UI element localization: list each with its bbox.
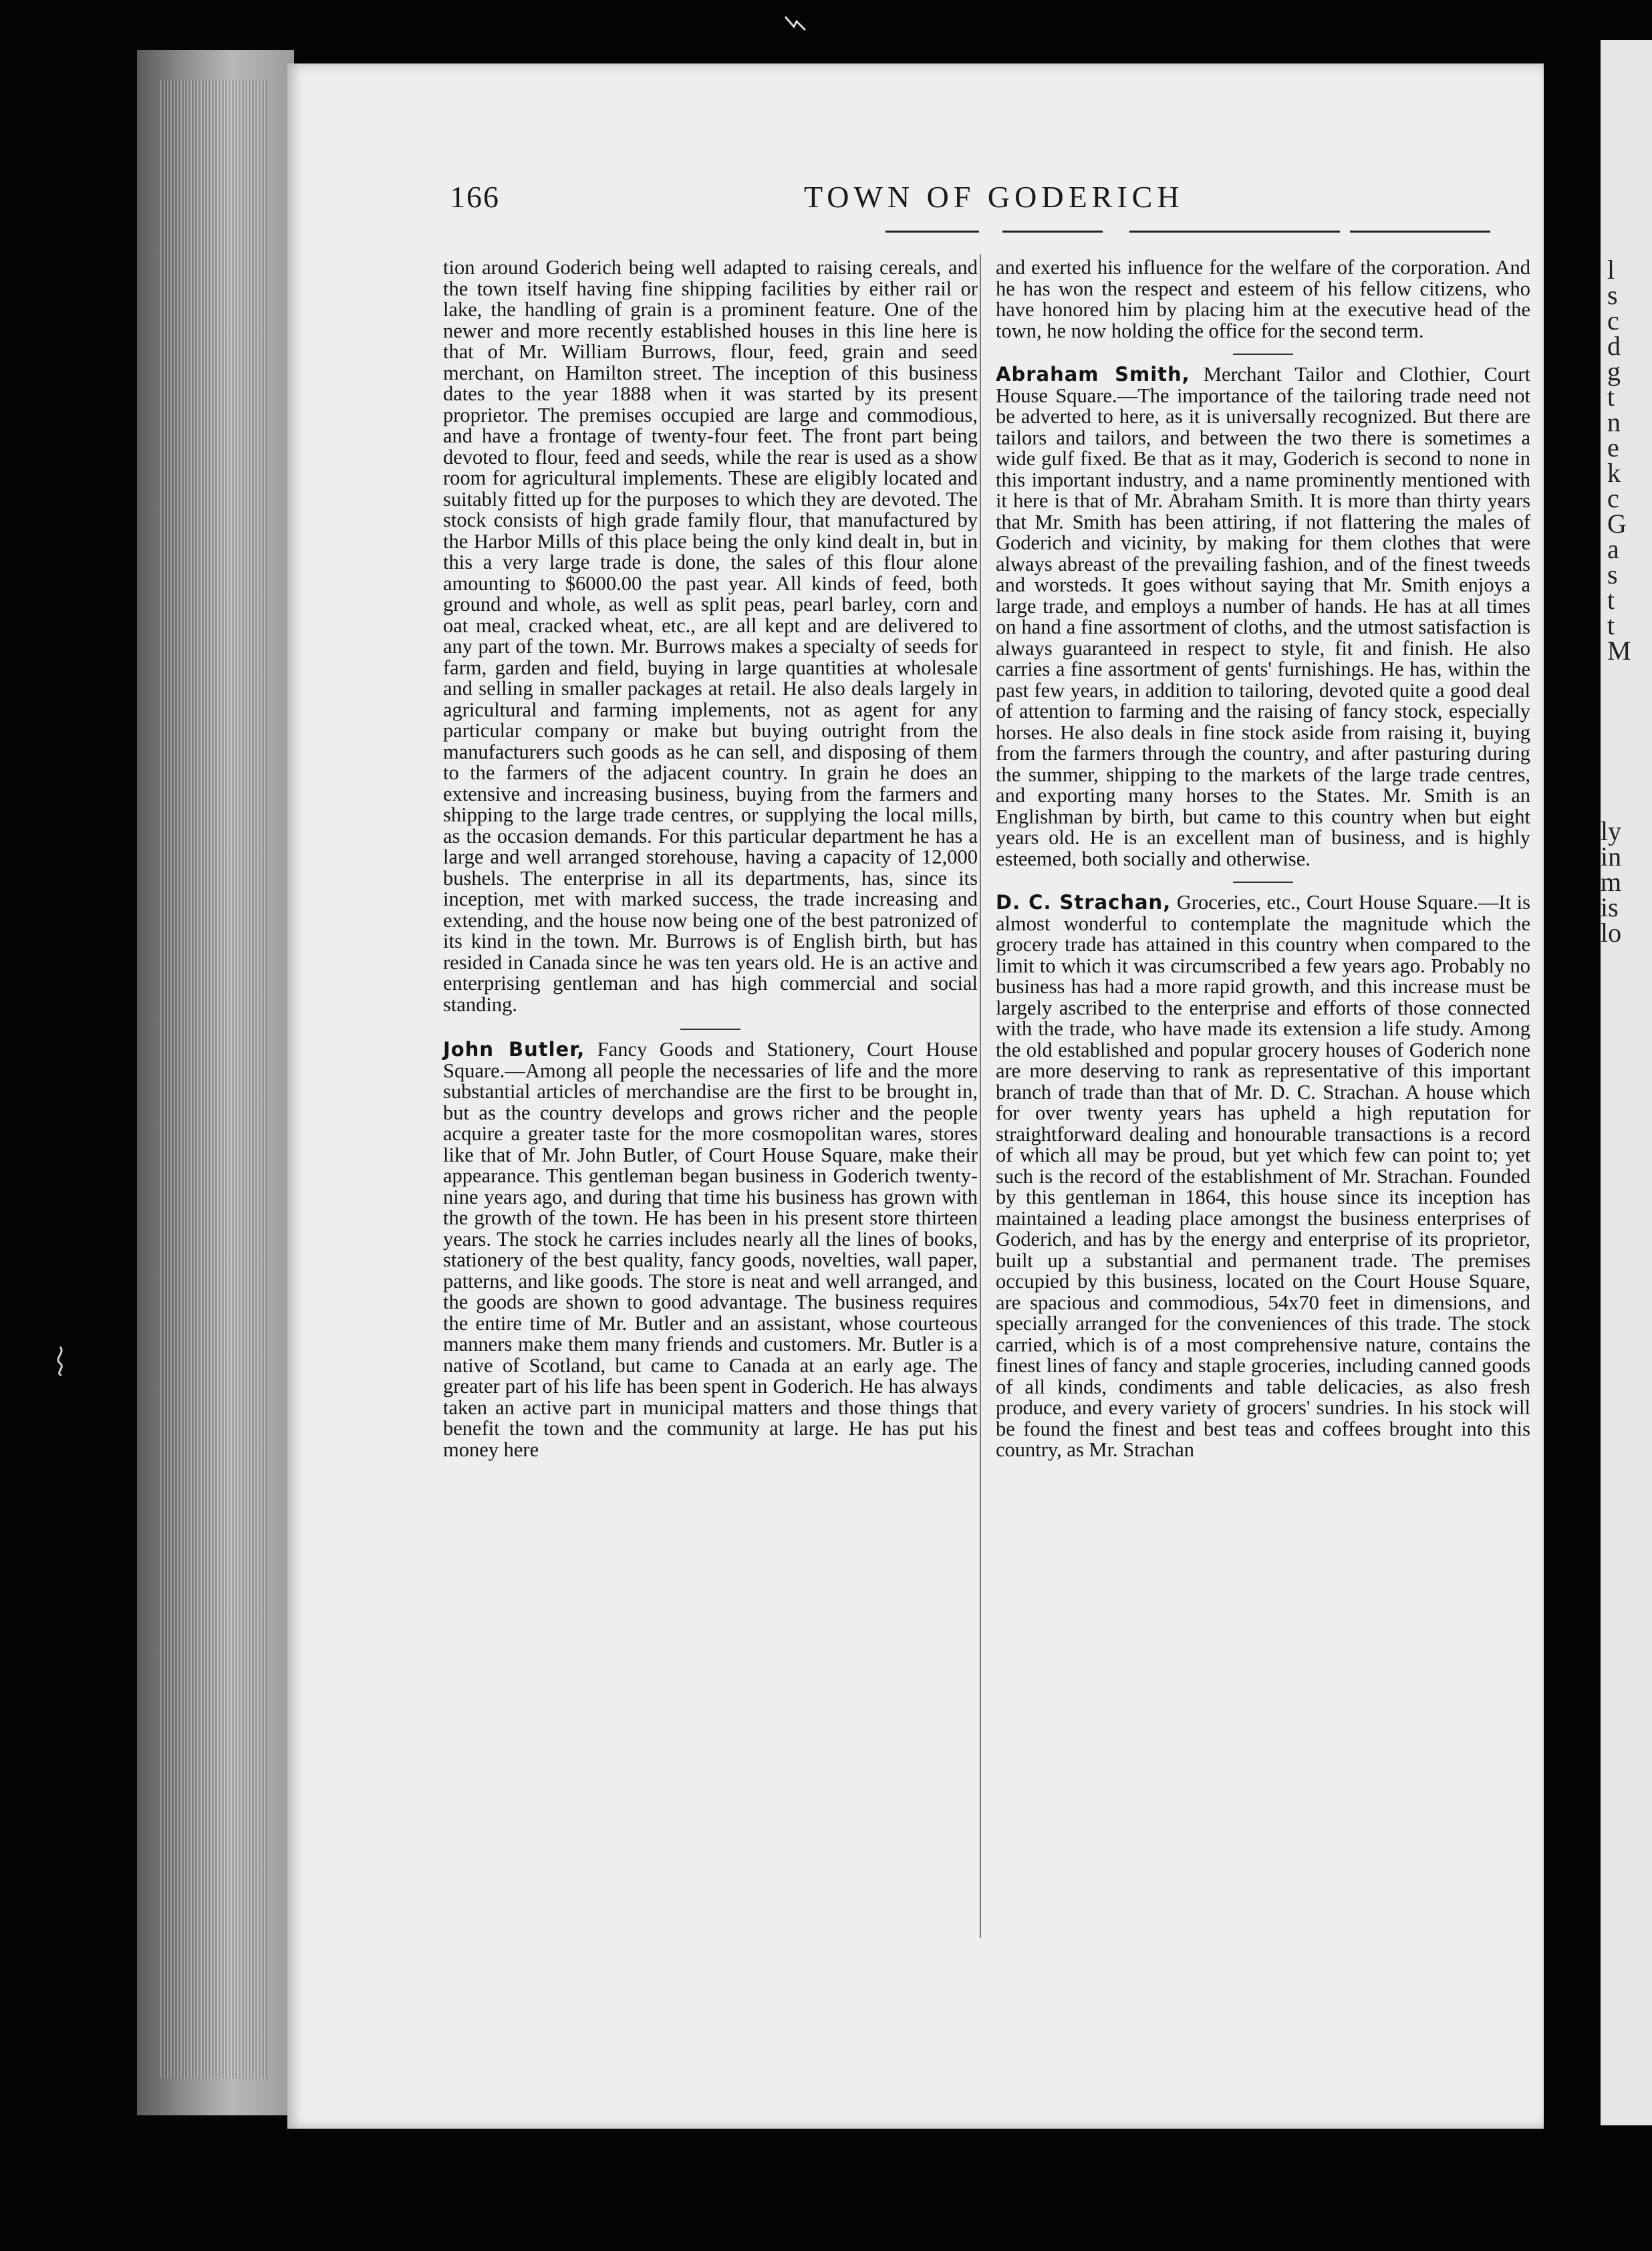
margin-mark-icon [47,1343,74,1377]
right-column [996,257,1530,1461]
left-column [443,257,978,1460]
header-rule [1002,231,1103,233]
strachan-text: Groceries, etc., Court House Square.—It is almost wonderful to contemplate the magnitude which the grocery trade has attained in this country when compared to the limit to which it was circumscribed a few years ago. Probably no business has had a more rapid growth, and this increase must be largely ascribed to the enterprise and efforts of those connected with the trade, who have made its extension a life study. Among the old established and popular grocery houses of Goderich none are more deserving to rank as representative of this important branch of trade than that of Mr. D. C. Strachan. A house which for over twenty years has upheld a high reputation for straightforward dealing and honourable transactions is a record of which all may be proud, but yet which few can point to; yet such is the record of the establishment of Mr. Strachan. Founded by this gentleman in 1864, this house since its inception has maintained a leading place amongst the business enterprises of Goderich, and has by the energy and enterprise of its proprietor, built up a substantial and permanent trade. The premises occupied by this business, located on the Court House Square, are spacious and commodious, 54x70 feet in dimensions, and specially arranged for the conveniences of this trade. The stock carried, which is of a most comprehensive nature, contains the finest lines of fancy and staple groceries, including canned goods of all kinds, condiments and table delicacies, as also fresh produce, and every variety of grocers' sundries. In his stock will be found the finest and best teas and coffees brought into this country, as Mr. Strachan [996,891,1530,1461]
header-rule [1129,231,1340,233]
section-separator [680,1029,740,1030]
facing-page-fragment-top: l s c d g t n e k c G a s t t M [1607,255,1631,666]
scan-mark-icon [782,13,809,33]
header-rule [1350,231,1490,233]
smith-paragraph [996,364,1530,870]
smith-name: Abraham Smith, [996,363,1190,386]
strachan-paragraph [996,892,1530,1461]
header-rule [885,231,979,233]
facing-page [1601,40,1652,2125]
page-number: 166 [450,180,500,214]
butler-paragraph [443,1039,978,1460]
section-separator [1233,882,1293,883]
section-separator [1233,354,1293,355]
facing-page-fragment-bottom: ly in m is lo [1601,816,1622,948]
butler-text: Fancy Goods and Stationery, Court House Square.—Among all people the necessaries of life and the more substantial articles of merchandise are the first to be brought in, but as the country develops and grows richer and the people acquire a greater taste for the more cosmopolitan wares, stores like that of Mr. John Butler, of Court House Square, make their appearance. This gentleman began business in Goderich twenty-nine years ago, and during that time his business has grown with the growth of the town. He has been in his present store thirteen years. The stock he carries includes nearly all the lines of books, stationery of the best quality, fancy goods, novelties, wall paper, patterns, and like goods. The store is neat and well arranged, and the goods are shown to good advantage. The business requires the entire time of Mr. Butler and an assistant, whose courteous manners make them many friends and customers. Mr. Butler is a native of Scotland, but came to Canada at an early age. The greater part of his life has been spent in Goderich. He has always taken an active part in municipal matters and those things that benefit the town and the community at large. He has put his money here [443,1038,978,1461]
column-divider [980,254,981,1938]
strachan-name: D. C. Strachan, [996,891,1172,914]
running-title: TOWN OF GODERICH [804,180,1184,214]
butler-continuation: and exerted his influence for the welfare of the corporation. And he has won the respect and esteem of his fellow citizens, who have honored him by placing him at the executive head of the town, he now holding the office for the second term. [996,256,1530,342]
burrows-paragraph: tion around Goderich being well adapted to raising cereals, and the town itself having fine shipping facilities by either rail or lake, the handling of grain is a prominent feature. One of the newer and more recently established houses in this line here is that of Mr. William Burrows, flour, feed, grain and seed merchant, on Hamilton street. The inception of this business dates to the year 1888 when it was started by its present proprietor. The premises occupied are large and commodious, and have a frontage of twenty-four feet. The front part being devoted to flour, feed and seeds, while the rear is used as a show room for agricultural implements. These are eligibly located and suitably fitted up for the purposes to which they are devoted. The stock consists of high grade family flour, that manufactured by the Harbor Mills of this place being the only kind dealt in, but in this a very large trade is done, the sales of this flour alone amounting to $6000.00 the past year. All kinds of feed, both ground and whole, as well as split peas, pearl barley, corn and oat meal, cracked wheat, etc., are all kept and are delivered to any part of the town. Mr. Burrows makes a specialty of seeds for farm, garden and field, buying in large quantities at wholesale and selling in smaller packages at retail. He also deals largely in agricultural and farming implements, not as agent for any particular company or make but buying outright from the manufacturers such goods as he can sell, and disposing of them to the farmers of the adjacent country. In grain he does an extensive and increasing business, buying from the farmers and shipping to the large trade centres, or supplying the local mills, as the occasion demands. For this particular department he has a large and well arranged storehouse, having a capacity of 12,000 bushels. The enterprise in all its departments, has, since its inception, met with marked success, the trade increasing and extending, and the house now being one of the best patronized of its kind in the town. Mr. Burrows is of English birth, but has resided in Canada since he was ten years old. He is an active and enterprising gentleman and has high commercial and social standing. [443,256,978,1016]
butler-name: John Butler, [443,1038,585,1061]
running-header [450,179,1385,219]
page-edge-lines [160,80,267,2079]
smith-text: Merchant Tailor and Clothier, Court House Square.—The importance of the tailoring trade need not be adverted to here, as it is universally recognized. But there are tailors and tailors, and between the two there is sometimes a wide gulf fixed. Be that as it may, Goderich is second to none in this important industry, and a name prominently mentioned with it here is that of Mr. Abraham Smith. It is more than thirty years that Mr. Smith has been attiring, if not flattering the males of Goderich and vicinity, by making for them clothes that were always abreast of the prevailing fashion, and of the finest tweeds and worsteds. It goes without saying that Mr. Smith enjoys a large trade, and employs a number of hands. He has at all times on hand a fine assortment of cloths, and the utmost satisfaction is always guaranteed in respect to style, fit and finish. He also carries a fine assortment of gents' furnishings. He has, within the past few years, in addition to tailoring, devoted quite a good deal of attention to farming and the raising of fancy stock, especially horses. He also deals in fine stock aside from raising it, buying from the farmers through the country, and after pasturing during the summer, shipping to the markets of the large trade centres, and exporting many horses to the States. Mr. Smith is an Englishman by birth, but came to this country when but eight years old. He is an excellent man of business, and is highly esteemed, both socially and otherwise. [996,363,1531,870]
